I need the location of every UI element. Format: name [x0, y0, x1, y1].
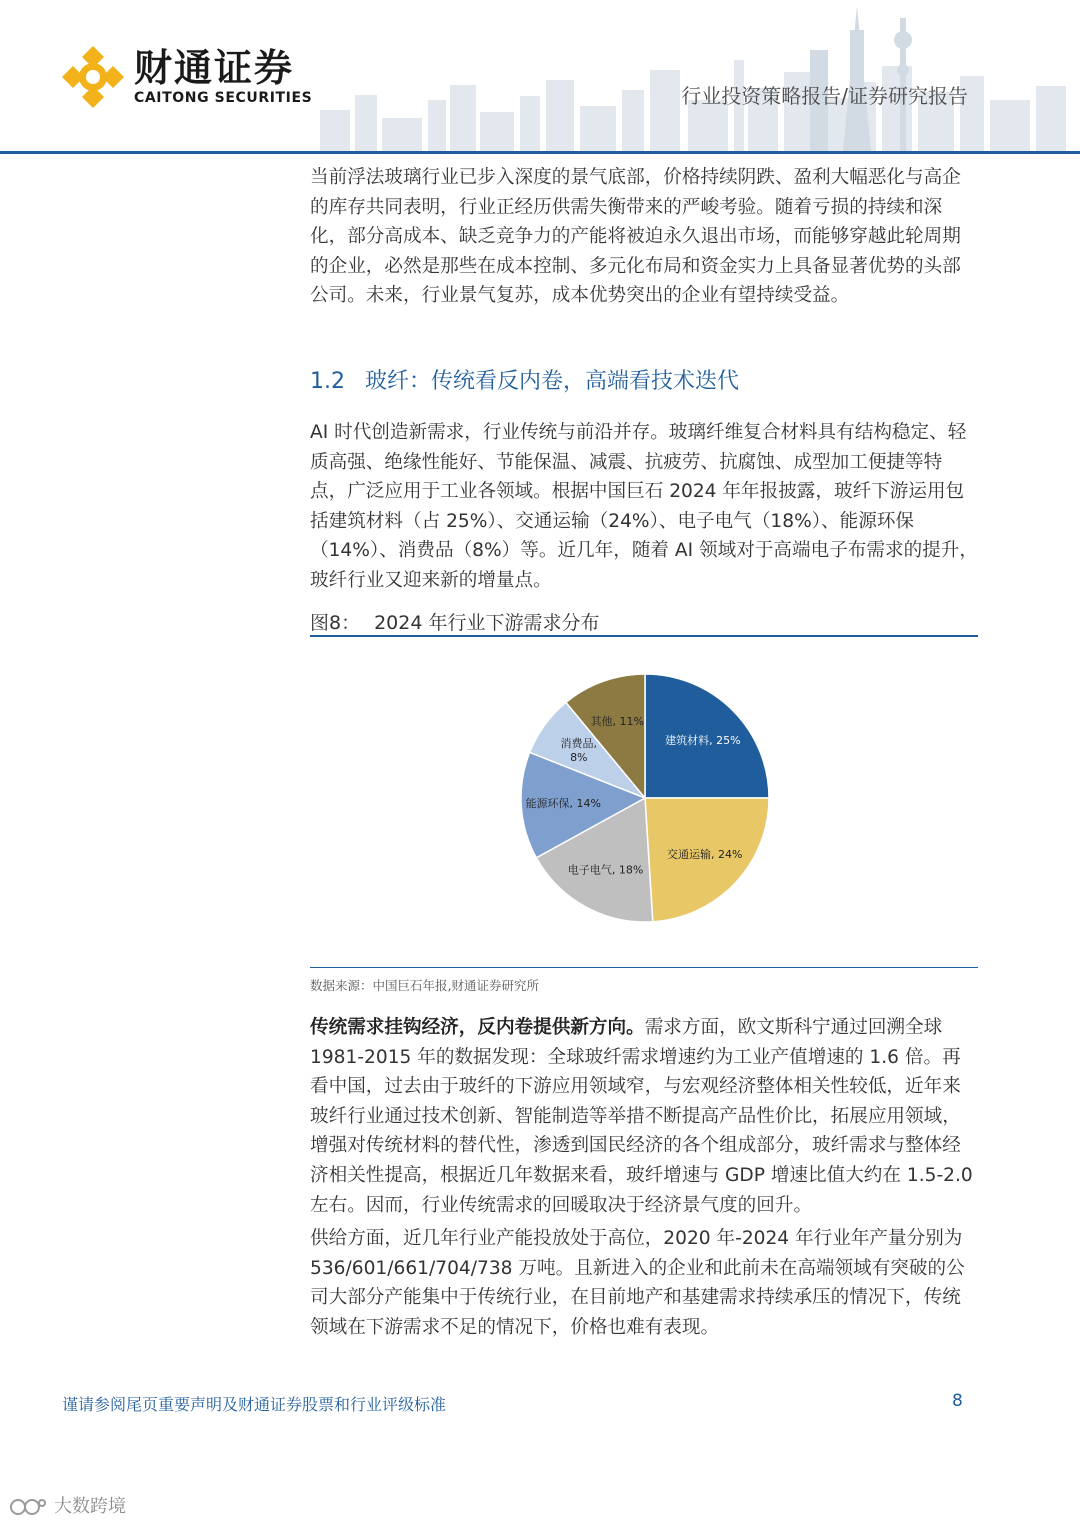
intro-section	[310, 163, 978, 311]
brand-name-en: CAITONG SECURITIES	[134, 90, 313, 106]
supply-section	[310, 1224, 978, 1342]
watermark-icon	[8, 1496, 48, 1518]
page-number: 8	[952, 1391, 963, 1411]
pie-label-1: 建筑材料, 25%	[665, 734, 741, 748]
traditional-lead: 传统需求挂钩经济，反内卷提供新方向。	[310, 1017, 645, 1038]
pie-label-2: 交通运输, 24%	[666, 848, 743, 861]
demand-pie-chart	[440, 640, 860, 960]
ai-paragraph: AI 时代创造新需求，行业传统与前沿并存。玻璃纤维复合材料具有结构稳定、轻质高强、绝缘性能好、节能保温、减震、抗疲劳、抗腐蚀、成型加工便捷等特点，广泛应用于工业各领域。根据中国巨石 2024 年年报披露，玻纤下游运用包括建筑材料（占 25%）、交通运输（24%）、电子电气（18%）、能源环保（14%）、消费品（8%）等。近几年，随着 AI 领域对于高端电子布需求的提升，玻纤行业又迎来新的增量点。	[310, 422, 978, 591]
ai-section	[310, 418, 978, 596]
section-heading	[310, 364, 739, 395]
figure-caption: 2024 年行业下游需求分布	[374, 612, 600, 634]
figure-source: 数据来源：中国巨石年报,财通证券研究所	[310, 978, 539, 993]
figure-top-rule	[310, 635, 978, 637]
report-type: 行业投资策略报告/证券研究报告	[681, 84, 968, 108]
page-header	[0, 0, 1080, 160]
traditional-paragraph	[310, 1013, 978, 1220]
section-title: 玻纤：传统看反内卷，高端看技术迭代	[365, 369, 740, 394]
footer-disclaimer: 谨请参阅尾页重要声明及财通证券股票和行业评级标准	[62, 1395, 447, 1414]
brand-name-cn: 财通证券	[134, 46, 295, 90]
intro-paragraph: 当前浮法玻璃行业已步入深度的景气底部，价格持续阴跌、盈利大幅恶化与高企的库存共同表明，行业正经历供需失衡带来的严峻考验。随着亏损的持续和深化，部分高成本、缺乏竞争力的产能将被迫永久退出市场，而能够穿越此轮周期的企业，必然是那些在成本控制、多元化布局和资金实力上具备显著优势的头部公司。未来，行业景气复苏，成本优势突出的企业有望持续受益。	[310, 167, 961, 307]
header-divider	[0, 151, 1080, 154]
pie-label-3: 电子电气, 18%	[567, 863, 644, 877]
pie-label-6: 其他, 11%	[590, 715, 645, 728]
figure-label: 图8：	[310, 612, 361, 634]
pie-label-4: 能源环保, 14%	[525, 797, 602, 811]
watermark	[8, 1492, 126, 1518]
skyline-decoration	[310, 0, 1080, 152]
pie-label-5: 消费品, 8%	[560, 736, 598, 764]
watermark-text: 大数跨境	[54, 1496, 126, 1517]
figure-title	[310, 608, 600, 635]
supply-paragraph: 供给方面，近几年行业产能投放处于高位，2020 年-2024 年行业年产量分别为 536/601/661/704/738 万吨。且新进入的企业和此前未在高端领域有突破的公司大部分产能集中于传统行业，在目前地产和基建需求持续承压的情况下，传统领域在下游需求不足的情况下，价格也难有表现。	[310, 1228, 965, 1338]
traditional-section	[310, 1013, 978, 1220]
figure-bottom-rule	[310, 967, 978, 968]
traditional-body: 需求方面，欧文斯科宁通过回溯全球 1981-2015 年的数据发现：全球玻纤需求增速约为工业产值增速的 1.6 倍。再看中国，过去由于玻纤的下游应用领域窄，与宏观经济整体相关性较低，近年来玻纤行业通过技术创新、智能制造等举措不断提高产品性价比，拓展应用领域，增强对传统材料的替代性，渗透到国民经济的各个组成部分，玻纤需求与整体经济相关性提高，根据近几年数据来看，玻纤增速与 GDP 增速比值大约在 1.5-2.0 左右。因而，行业传统需求的回暖取决于经济景气度的回升。	[310, 1017, 973, 1216]
caitong-logo-icon	[60, 44, 126, 110]
section-number: 1.2	[310, 369, 345, 394]
